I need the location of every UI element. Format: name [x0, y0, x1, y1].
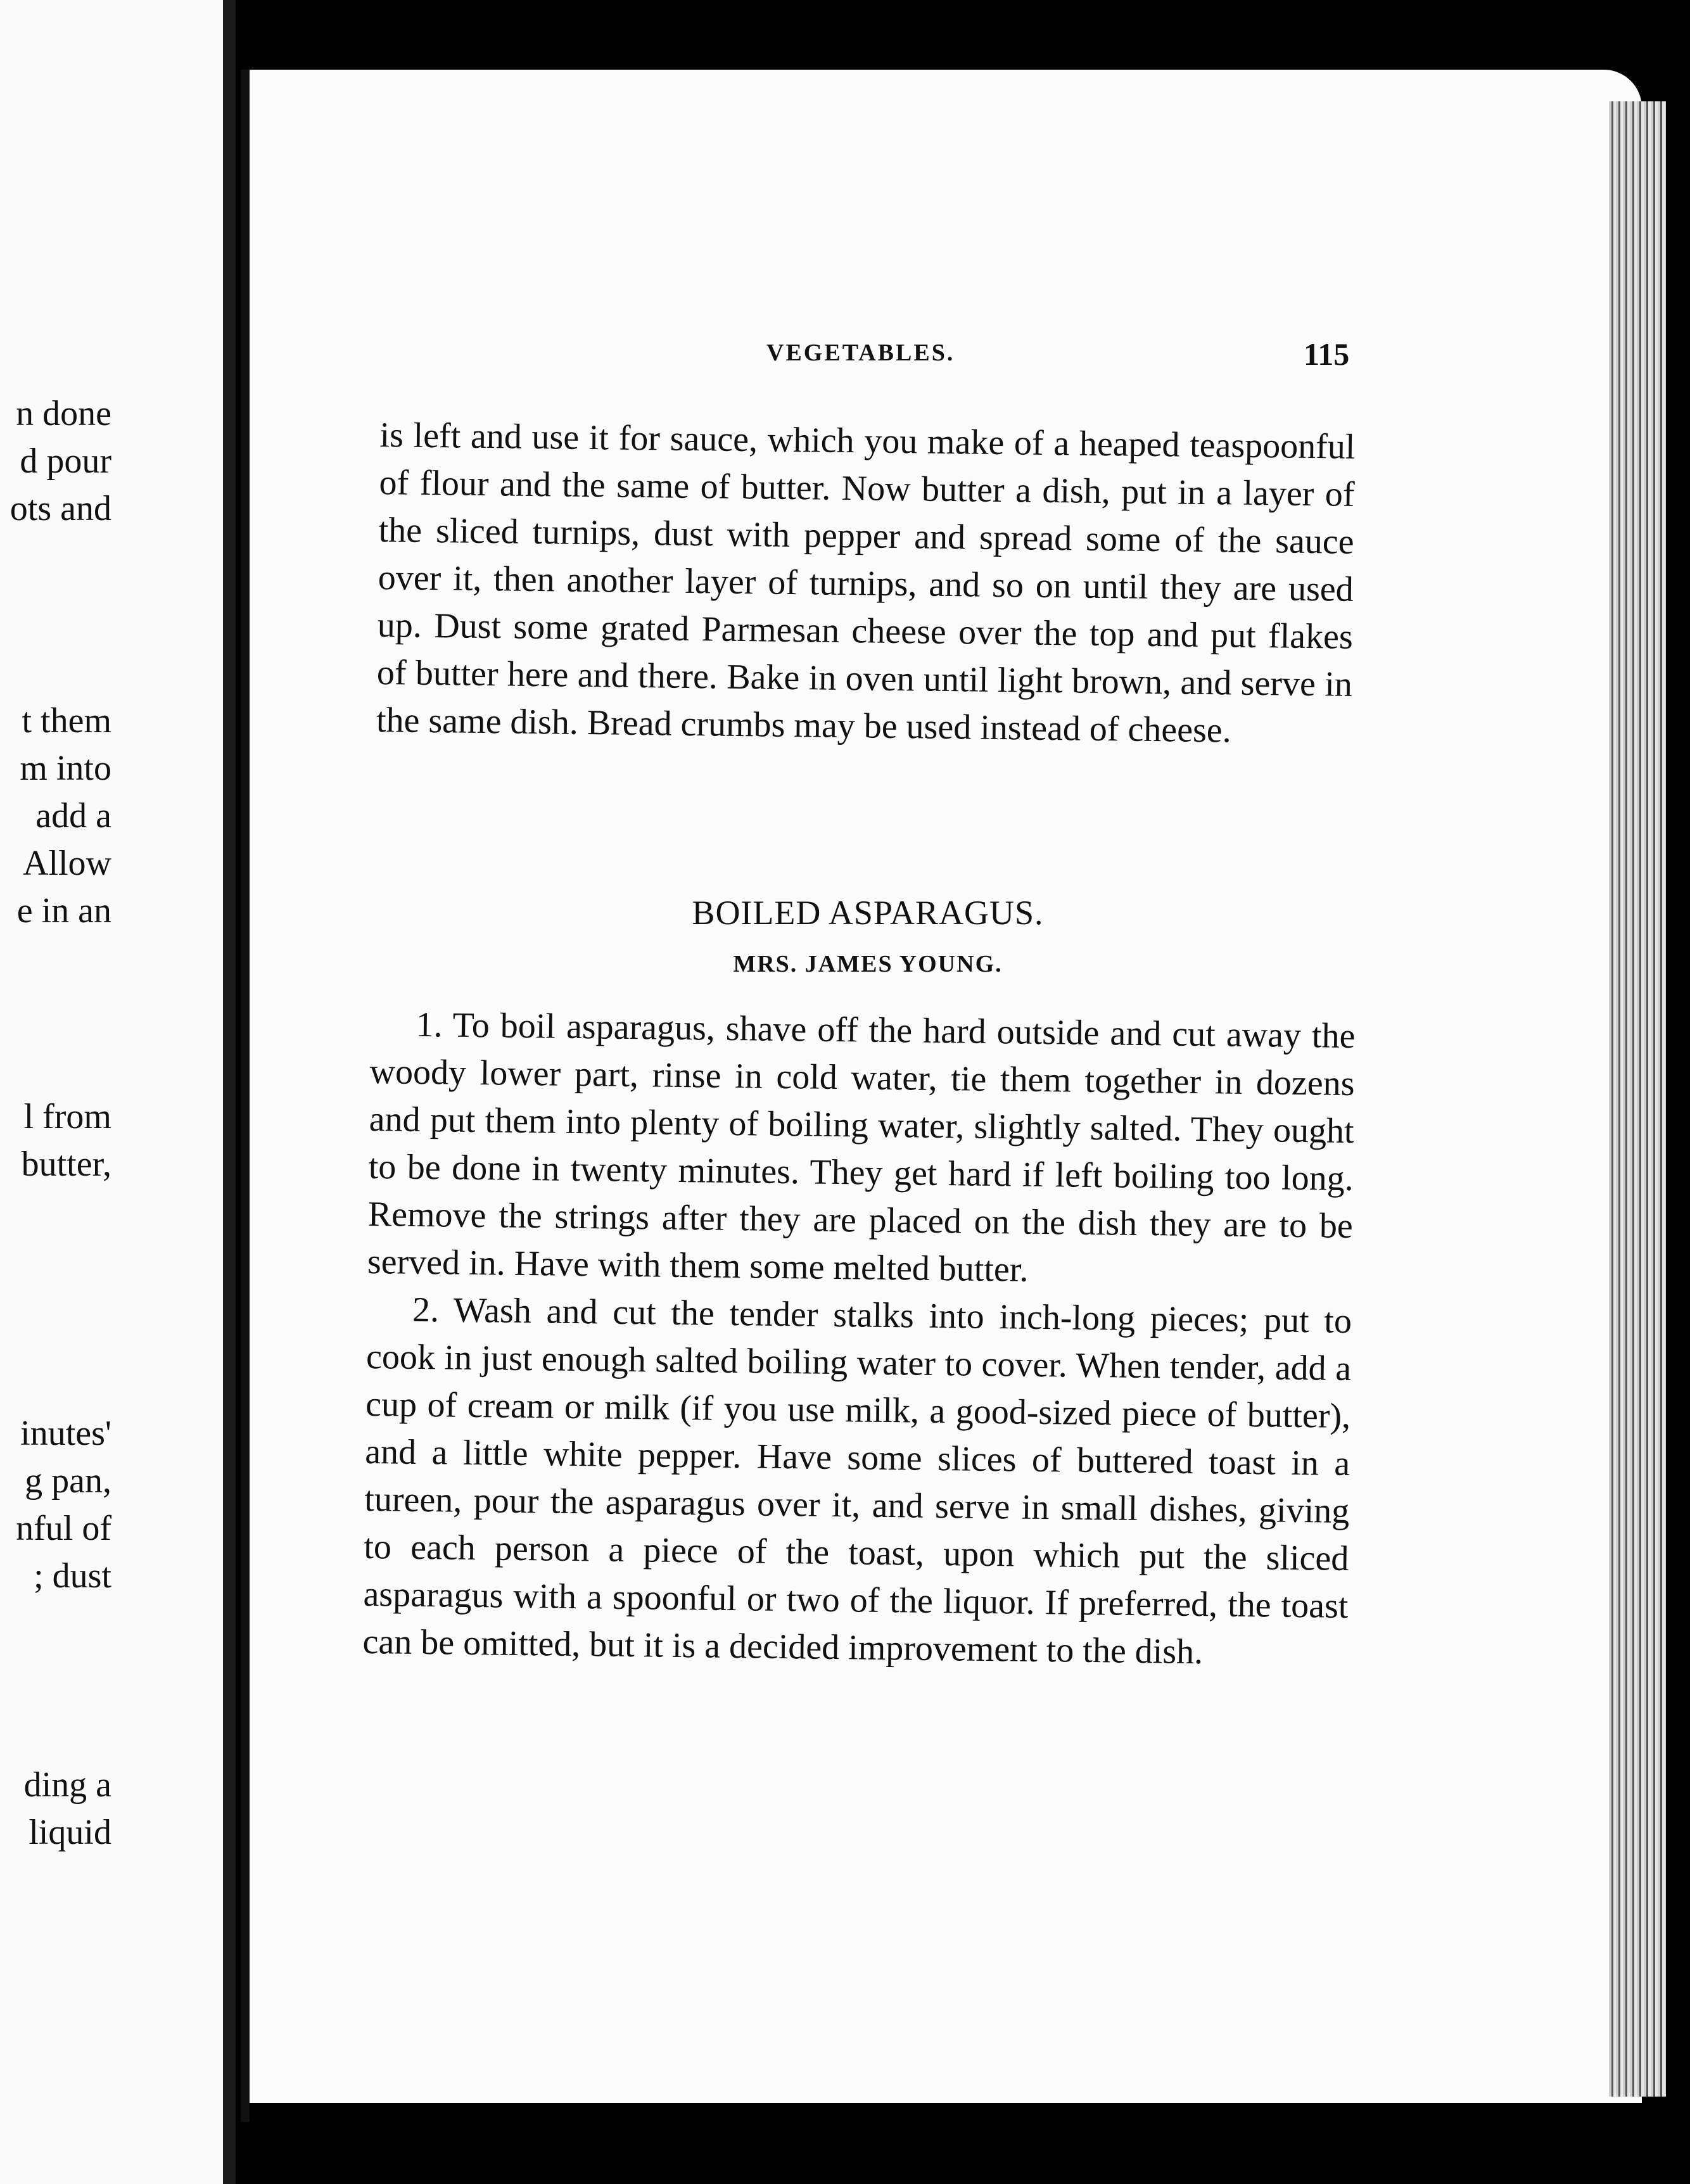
left-page-fragment: m into [20, 749, 111, 788]
recipe-author: MRS. JAMES YOUNG. [733, 951, 1003, 977]
page-edges [1609, 101, 1666, 2097]
left-page-fragment: d pour [20, 441, 111, 481]
continuation-paragraph [376, 412, 1356, 756]
left-page [0, 0, 236, 2184]
left-page-fragment: ; dust [34, 1556, 111, 1596]
book-gutter [223, 0, 236, 2184]
left-page-fragment: butter, [21, 1145, 111, 1184]
left-page-fragment: l from [23, 1097, 111, 1136]
left-page-fragment: ding a [23, 1765, 111, 1805]
left-page-fragment: e in an [16, 891, 111, 930]
continuation-text: is left and use it for sauce, which you make of a heaped teaspoonful of flour and the same of butter. Now butter a dish, put in a layer of the sliced turnips, dust with pepper and spread some of the sauce over it, then another layer of turnips, and so on until they are used up. Dust some grated Parmesan cheese over the top and put flakes of butter here and there. Bake in oven until light brown, and serve in the same dish. Bread crumbs may be used instead of cheese. [376, 415, 1356, 751]
left-page-fragment: t them [22, 701, 111, 740]
running-head: VEGETABLES. [766, 340, 955, 366]
left-page-fragment: n done [16, 394, 111, 433]
left-page-fragment: Allow [23, 844, 111, 883]
recipe-title: BOILED ASPARAGUS. [692, 894, 1044, 932]
left-page-fragment: nful of [16, 1509, 111, 1548]
recipe-paragraph-2: 2. Wash and cut the tender stalks into inch-long pieces; put to cook in just enough salted boiling water to cover. When tender, add a cup of cream or milk (if you use milk, a good-sized piece of butter), and a little white pepper. Have some slices of buttered toast in a tureen, pour the asparagus over it, and serve in small dishes, giving to each person a piece of the toast, upon which put the sliced asparagus with a spoonful or two of the liquor. If preferred, the toast can be omitted, but it is a decided improvement to the dish. [362, 1290, 1352, 1672]
recipe-body [362, 1001, 1356, 1678]
left-page-fragment: ots and [10, 489, 111, 528]
spine [241, 70, 250, 2122]
left-page-fragment: add a [35, 796, 111, 835]
recipe-paragraph-1: 1. To boil asparagus, shave off the hard outside and cut away the woody lower part, rinse in cold water, tie them together in dozens and put them into plenty of boiling water, slightly salted. They ought to be done in twenty minutes. They get hard if left boiling too long. Remove the strings after they are placed on the dish they are to be served in. Have with them some melted butter. [367, 1005, 1356, 1290]
left-page-fragment: g pan, [25, 1461, 111, 1501]
left-page-fragment: inutes' [20, 1414, 111, 1453]
left-page-fragment: liquid [29, 1813, 111, 1852]
page-number: 115 [1304, 336, 1350, 372]
